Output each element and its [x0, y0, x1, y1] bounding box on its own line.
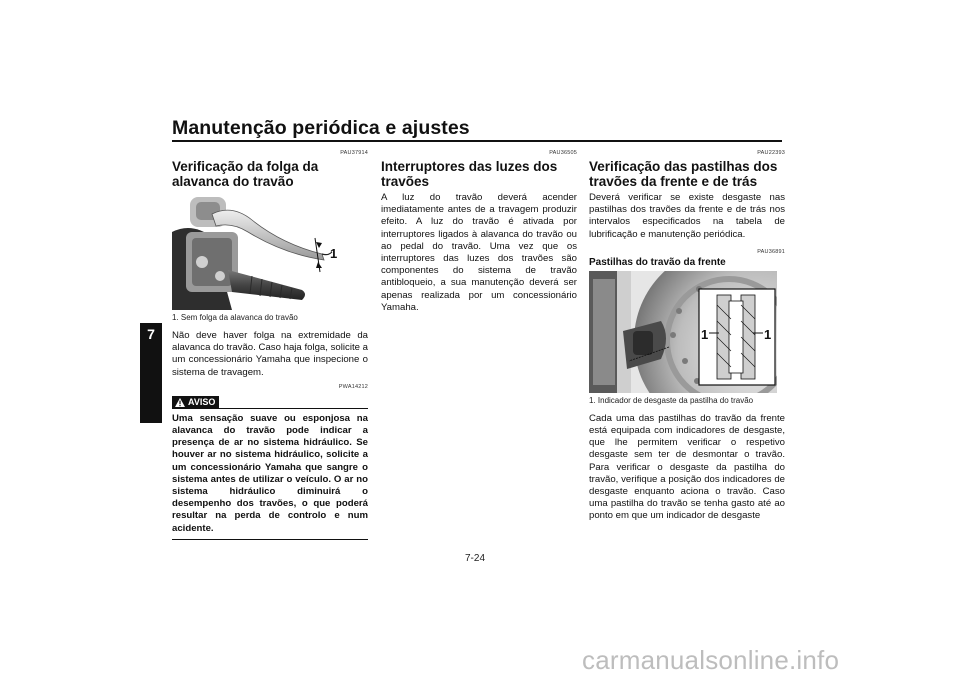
warning-rule — [219, 408, 368, 409]
figure-caption-brake-lever: 1. Sem folga da alavanca do travão — [172, 313, 298, 322]
brake-pads-paragraph-2: Cada uma das pastilhas do travão da frente está equipada com indicadores de desgaste, que lhe permitem verificar o respetivo desgaste sem ter de desmontar o travão. Para verificar o desgaste da pastilha do travão, verifique a posição dos indicadores de desgaste enquanto aciona o travão. Caso uma pastilha do travão se tenha gasto até ao ponto em que um indicador de desgaste — [589, 412, 785, 522]
column-brake-lever — [172, 150, 368, 540]
chapter-number: 7 — [147, 326, 155, 342]
brake-lever-figure — [172, 192, 368, 310]
title-rule — [172, 140, 782, 142]
brake-pad-figure — [589, 271, 777, 393]
figure-caption-brake-pad: 1. Indicador de desgaste da pastilha do travão — [589, 395, 754, 405]
subsection-code: PAU36891 — [757, 248, 785, 255]
warning-label: AVISO — [188, 397, 216, 408]
chapter-tab — [140, 323, 162, 423]
column-brake-light-switches — [381, 150, 577, 314]
section-code: PAU36505 — [549, 150, 577, 156]
brake-lever-paragraph: Não deve haver folga na extremidade da alavanca do travão. Caso haja folga, solicite a um concessionário Yamaha que inspecione o sistema de travagem. — [172, 330, 368, 378]
page-number: 7-24 — [465, 553, 486, 564]
page-title: Manutenção periódica e ajustes — [172, 117, 470, 139]
brake-light-paragraph: A luz do travão deverá acender imediatamente antes de a travagem produzir efeito. A luz do travão é ativada por interruptores ligados à alavanca do travão ou ao pedal do travão. Uma vez que os interruptores das luzes dos travões são componentes do sistema de travão antibloqueio, a sua manutenção deverá ser apenas realizada por um concessionário Yamaha. — [381, 192, 577, 313]
warning-triangle-icon — [175, 398, 185, 407]
warning-end-rule — [172, 539, 368, 540]
section-heading-brake-lever: Verificação da folga da alavanca do travão — [172, 159, 319, 189]
watermark: carmanualsonline.info — [582, 645, 840, 675]
warning-code: PWA14212 — [338, 383, 368, 390]
wear-indicator-callout-right: 1 — [764, 326, 772, 342]
section-heading-brake-pads: Verificação das pastilhas dos travões da frente e de trás — [589, 159, 778, 189]
brake-pads-paragraph-1: Deverá verificar se existe desgaste nas pastilhas dos travões da frente e de trás nos intervalos especificados na tabela de lubrificação e manutenção periódica. — [589, 192, 785, 240]
section-heading-brake-light-switches: Interruptores das luzes dos travões — [381, 159, 558, 189]
brake-lever-callout: 1 — [330, 246, 338, 261]
section-code: PAU37914 — [340, 150, 368, 156]
warning-text: Uma sensação suave ou esponjosa na alavanca do travão pode indicar a presença de ar no sistema hidráulico. Se houver ar no sistema hidráulico, solicite a um concessionário Yamaha que sangre o sistema antes de utilizar o veículo. O ar no sistema hidráulico diminuirá o desempenho dos travões, o que poderá resultar na perda de controlo e num acidente. — [172, 412, 368, 534]
wear-indicator-callout-left: 1 — [701, 326, 709, 342]
column-brake-pads — [589, 150, 785, 523]
subheading-front-brake-pads: Pastilhas do travão da frente — [589, 256, 726, 268]
warning-badge — [172, 396, 219, 409]
section-code: PAU22393 — [757, 150, 785, 156]
warning-header — [172, 395, 368, 409]
